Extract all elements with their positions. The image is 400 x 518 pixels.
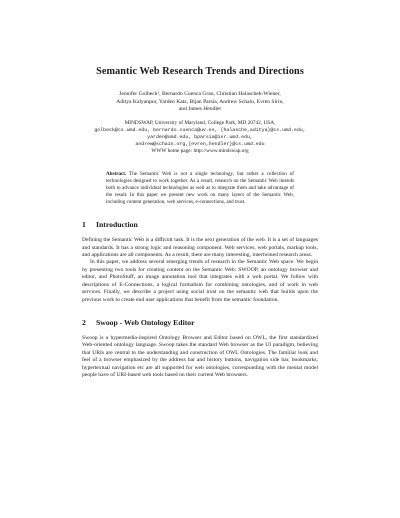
homepage-line: WWW home page: http://www.mindswap.org (151, 147, 249, 154)
paragraph: Swoop is a hypermedia-inspired Ontology Browser and Editor based on OWL, the first standardized Web-oriented ontology language. Swoop takes the standard Web browser as the UI paradigm, believing that URIs are central to the understanding and construction of OWL Ontologies. The familiar look and feel of a browser emphasized by the address bar and history buttons, navigation side bar, bookmarks, hypertextual navigation etc are all supported for web ontologies, corresponding with the mental model people have of URI-based web tools based on their current Web browsers. (82, 334, 318, 378)
author-line: Aditya Kalyanpur, Yarden Katz, Bijan Parsia, Andrew Schain, Evren Sirin, (116, 98, 284, 105)
abstract-label: Abstract. (106, 170, 127, 177)
affiliation-line: MINDSWAP, University of Maryland, College Park, MD 20742, USA, (124, 119, 276, 126)
section-number: 2 (82, 317, 86, 327)
section-title: Swoop - Web Ontology Editor (96, 317, 195, 327)
paper-title: Semantic Web Research Trends and Directions (96, 66, 304, 77)
section-number: 1 (82, 220, 86, 230)
email-line: golbeck@cs.umd.edu, bernardo.cuenca@uv.es, {halasche,aditya}@cs.umd.edu, (94, 127, 306, 133)
section-introduction (82, 220, 318, 304)
section-swoop (82, 318, 318, 379)
paragraph: Defining the Semantic Web is a difficult task. It is the next generation of the web. It is a set of languages and standards. It has a strong logic and reasoning component. Web services, web portals, markup tools, and applications are all components. As a result, there are many interesting, intertwined research areas. (82, 237, 318, 259)
author-line: Jennifer Golbeck¹, Bernardo Cuenca Grau, Christian Halaschek-Wiener, (119, 91, 281, 97)
section-heading (82, 220, 318, 229)
affiliation-block (82, 120, 318, 155)
paragraph: In this paper, we address several emerging trends of research in the Semantic Web space. We begin by presenting two tools for creating content on the Semantic Web: SWOOP, an ontology browser and editor, and PhotoStuff, an image annotation tool that integrates with a web portal. We follow with descriptions of E-Connections, a logical formalism for combining ontologies, and of work in web services. Finally, we describe a project using social trust on the semantic web that builds upon the previous work to create end user applications that benefit from the semantic foundation. (82, 259, 318, 303)
email-line: andrew@schain.org,{evren,hendler}@cs.umd.edu (135, 141, 265, 147)
section-heading (82, 318, 318, 327)
author-list (82, 91, 318, 114)
abstract (106, 171, 294, 206)
abstract-text: The Semantic Web is not a single technology, but rather a collection of technologies designed to work together. As a result, research on the Semantic Web intends both to advance individual technologies as well as to integrate them and take advantage of the result. In this paper we present new work on many layers of the Semantic Web, including content generation, web services, e-connections, and trust. (106, 170, 294, 206)
author-line: and James Hendler (178, 106, 222, 113)
section-title: Introduction (96, 220, 138, 230)
email-line: yarden@umd.edu, bparsia@isr.umd.edu, (147, 134, 253, 140)
